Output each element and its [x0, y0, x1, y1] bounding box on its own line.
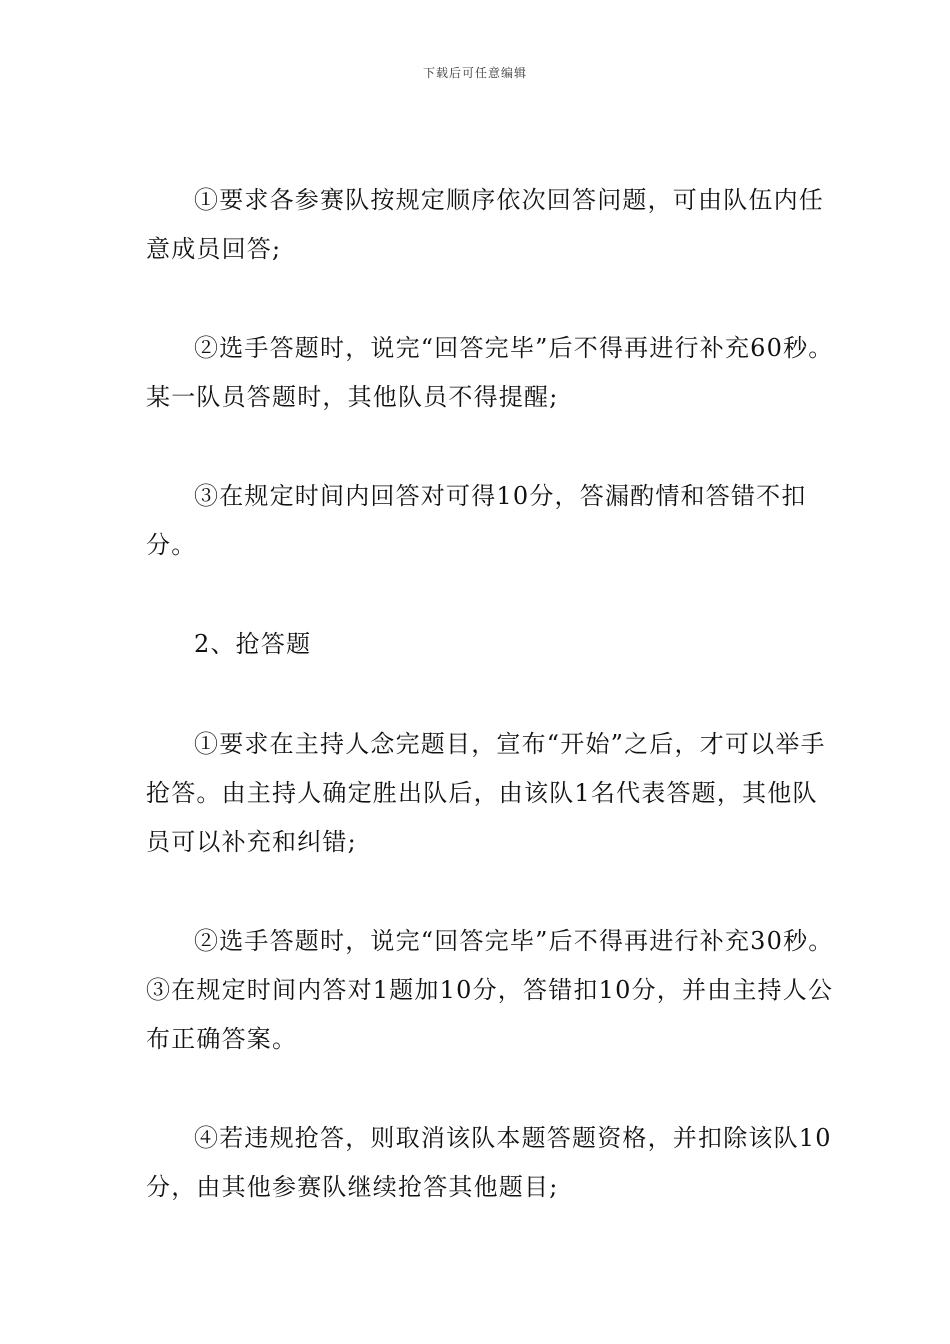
- paragraph-rule-3: ③在规定时间内回答对可得10分，答漏酌情和答错不扣分。: [146, 482, 807, 559]
- paragraph-quick-rule-4: ④若违规抢答，则取消该队本题答题资格，并扣除该队10分，由其他参赛队继续抢答其他题目;: [146, 1124, 832, 1201]
- paragraph-quick-rule-2: ②选手答题时，说完“回答完毕”后不得再进行补充30秒。③在规定时间内答对1题加10分，答错扣10分，并由主持人公布正确答案。: [146, 927, 834, 1053]
- paragraph-rule-1: ①要求各参赛队按规定顺序依次回答问题，可由队伍内任意成员回答;: [146, 186, 824, 263]
- section-heading: 2、抢答题: [194, 630, 312, 658]
- document-body: [146, 176, 836, 1262]
- paragraph-rule-2: ②选手答题时，说完“回答完毕”后不得再进行补充60秒。某一队员答题时，其他队员不得提醒;: [146, 334, 834, 411]
- header-note: 下载后可任意编辑: [422, 66, 527, 80]
- paragraph-quick-rule-1: ①要求在主持人念完题目，宣布“开始”之后，才可以举手抢答。由主持人确定胜出队后，由该队1名代表答题，其他队员可以补充和纠错;: [146, 730, 826, 856]
